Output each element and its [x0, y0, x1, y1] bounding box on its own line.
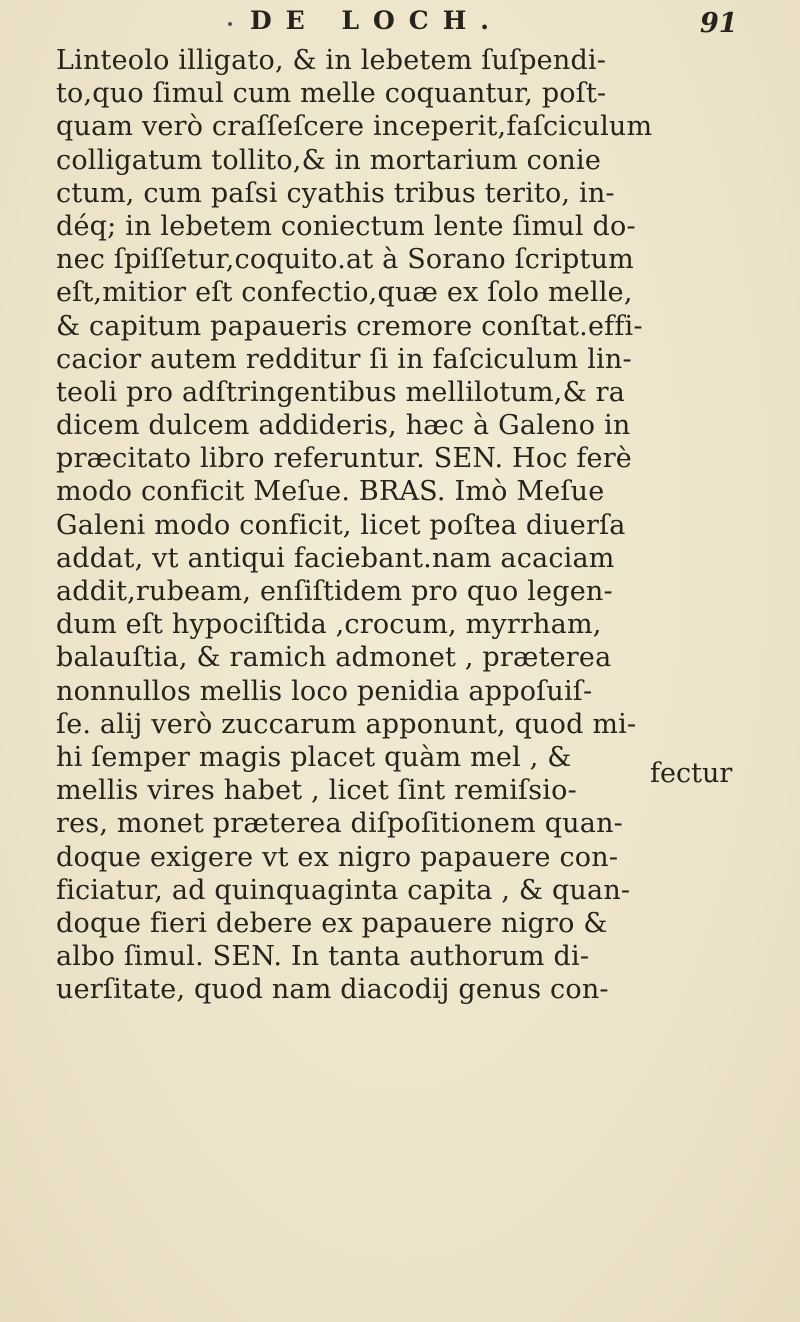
text-line: balauſtia, & ramich admonet , præterea	[56, 642, 612, 674]
text-line: nec ſpiſſetur,coquito.at à Sorano ſcriptum	[56, 244, 634, 276]
text-line: cacior autem redditur ſi in faſciculum lin-	[56, 343, 632, 375]
running-head: DE LOCH.	[250, 6, 504, 35]
page-number: 91	[700, 8, 738, 39]
text-line: ſe. alij verò zuccarum apponunt, quod mi-	[56, 708, 637, 740]
text-line: hi ſemper magis placet quàm mel , &	[56, 741, 572, 773]
text-line: eſt,mitior eſt confectio,quæ ex ſolo melle,	[56, 277, 633, 309]
catchword: fectur	[650, 758, 733, 789]
text-line: & capitum papaueris cremore conſtat.effi-	[56, 310, 643, 342]
text-line: dum eſt hypociſtida ,crocum, myrrham,	[56, 609, 602, 641]
text-line: Galeni modo conficit, licet poſtea diuerſa	[56, 509, 626, 541]
text-line: præcitato libro referuntur. SEN. Hoc ferè	[56, 443, 632, 475]
text-line: déq; in lebetem coniectum lente ſimul do-	[56, 210, 636, 242]
text-line: modo conficit Meſue. BRAS. Imò Meſue	[56, 476, 605, 508]
text-line: Linteolo illigato, & in lebetem ſuſpendi-	[56, 45, 607, 76]
text-line: doque exigere vt ex nigro papauere con-	[56, 841, 619, 873]
text-line: quam verò craſſeſcere inceperit,faſciculum	[56, 111, 653, 143]
text-line: doque fieri debere ex papauere nigro &	[56, 907, 608, 939]
text-line: dicem dulcem addideris, hæc à Galeno in	[56, 410, 631, 442]
stray-mark	[228, 22, 232, 26]
text-line: colligatum tollito,& in mortarium conie	[56, 144, 602, 176]
text-line: nonnullos mellis loco penidia appoſuiſ-	[56, 675, 593, 707]
text-line: to,quo ſimul cum melle coquantur, poſt-	[56, 78, 607, 110]
text-line: res, monet præterea diſpoſitionem quan-	[56, 808, 623, 840]
text-line: teoli pro adſtringentibus mellilotum,& ra	[56, 376, 625, 408]
text-line: addat, vt antiqui faciebant.nam acaciam	[56, 542, 615, 574]
text-line: ficiatur, ad quinquaginta capita , & quan-	[56, 874, 631, 906]
text-line: mellis vires habet , licet ſint remiſsio-	[56, 775, 577, 807]
text-block	[56, 44, 756, 1006]
text-line: addit,rubeam, enſiſtidem pro quo legen-	[56, 576, 613, 607]
text-line: uerſitate, quod nam diacodij genus con-	[56, 974, 609, 1006]
text-line: ctum, cum paſsi cyathis tribus terito, in-	[56, 177, 615, 209]
text-line: albo ſimul. SEN. In tanta authorum di-	[56, 941, 590, 973]
